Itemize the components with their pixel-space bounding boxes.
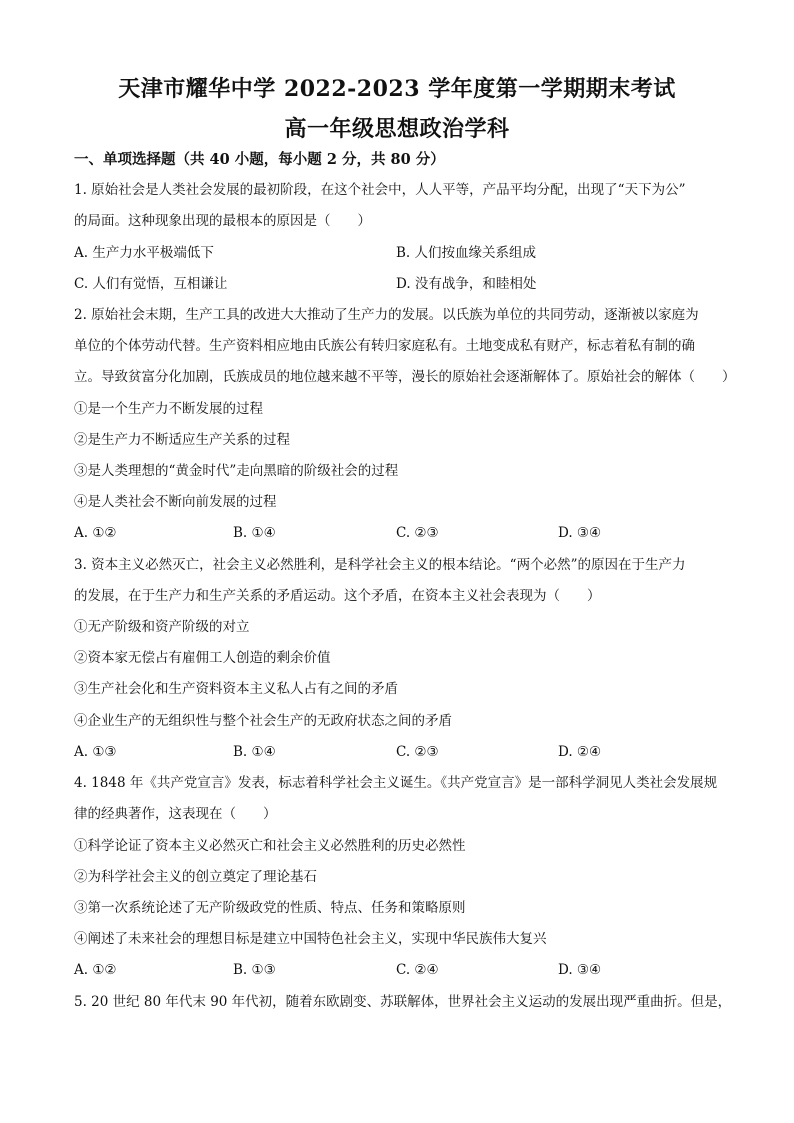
- q3-stem-line-2: 的发展，在于生产力和生产关系的矛盾运动。这个矛盾，在资本主义社会表现为（ ）: [74, 588, 601, 604]
- q1-stem-line-1: 1. 原始社会是人类社会发展的最初阶段，在这个社会中，人人平等，产品平均分配，出现了“天下为公”: [74, 182, 686, 198]
- q2-stem-line-3: 立。导致贫富分化加剧，氏族成员的地位越来越不平等，漫长的原始社会逐渐解体了。原始社会的解体（ ）: [74, 369, 736, 385]
- q4-item-4: ④阐述了未来社会的理想目标是建立中国特色社会主义，实现中华民族伟大复兴: [74, 931, 547, 947]
- q2-item-4: ④是人类社会不断向前发展的过程: [74, 494, 277, 510]
- section-heading: 一、单项选择题（共 40 小题，每小题 2 分，共 80 分）: [74, 151, 445, 168]
- q2-option-c: C. ②③: [396, 525, 439, 541]
- q1-option-c: C. 人们有觉悟，互相谦让: [74, 276, 228, 292]
- q2-option-a: A. ①②: [74, 525, 117, 541]
- q2-item-2: ②是生产力不断适应生产关系的过程: [74, 432, 290, 448]
- q3-option-c: C. ②③: [396, 744, 439, 760]
- exam-subtitle: 高一年级思想政治学科: [284, 116, 510, 142]
- q2-stem-line-2: 单位的个体劳动代替。生产资料相应地由氏族公有转归家庭私有。土地变成私有财产，标志着私有制的确: [74, 338, 695, 354]
- q3-item-4: ④企业生产的无组织性与整个社会生产的无政府状态之间的矛盾: [74, 713, 452, 729]
- q5-stem-line-1: 5. 20 世纪 80 年代末 90 年代初，随着东欧剧变、苏联解体，世界社会主义运动的发展出现严重曲折。但是，: [74, 994, 732, 1010]
- q1-stem-line-2: 的局面。这种现象出现的最根本的原因是（ ）: [74, 213, 371, 229]
- q2-stem-line-1: 2. 原始社会末期，生产工具的改进大大推动了生产力的发展。以氏族为单位的共同劳动，逐渐被以家庭为: [74, 307, 699, 323]
- q2-item-3: ③是人类理想的“黄金时代”走向黑暗的阶级社会的过程: [74, 463, 399, 479]
- q2-option-b: B. ①④: [233, 525, 276, 541]
- q4-option-d: D. ③④: [558, 962, 602, 978]
- q3-item-2: ②资本家无偿占有雇佣工人创造的剩余价值: [74, 650, 331, 666]
- q4-stem-line-1: 4. 1848 年《共产党宣言》发表，标志着科学社会主义诞生。《共产党宣言》是一部科学洞见人类社会发展规: [74, 775, 718, 791]
- q2-option-d: D. ③④: [558, 525, 602, 541]
- q1-option-d: D. 没有战争，和睦相处: [396, 276, 537, 292]
- q2-item-1: ①是一个生产力不断发展的过程: [74, 401, 263, 417]
- exam-title: 天津市耀华中学 2022-2023 学年度第一学期期末考试: [118, 76, 676, 102]
- q3-option-b: B. ①④: [233, 744, 276, 760]
- q4-item-3: ③第一次系统论述了无产阶级政党的性质、特点、任务和策略原则: [74, 900, 466, 916]
- q1-option-a: A. 生产力水平极端低下: [74, 245, 214, 261]
- q3-option-a: A. ①③: [74, 744, 117, 760]
- q3-item-1: ①无产阶级和资产阶级的对立: [74, 619, 250, 635]
- q4-option-b: B. ①③: [233, 962, 276, 978]
- q4-option-a: A. ①②: [74, 962, 117, 978]
- q4-item-2: ②为科学社会主义的创立奠定了理论基石: [74, 869, 317, 885]
- q4-item-1: ①科学论证了资本主义必然灭亡和社会主义必然胜利的历史必然性: [74, 838, 466, 854]
- q3-item-3: ③生产社会化和生产资料资本主义私人占有之间的矛盾: [74, 681, 398, 697]
- q1-option-b: B. 人们按血缘关系组成: [396, 245, 537, 261]
- q3-option-d: D. ②④: [558, 744, 602, 760]
- q4-option-c: C. ②④: [396, 962, 439, 978]
- q4-stem-line-2: 律的经典著作，这表现在（ ）: [74, 806, 277, 822]
- q3-stem-line-1: 3. 资本主义必然灭亡，社会主义必然胜利，是科学社会主义的根本结论。“两个必然”的原因在于生产力: [74, 557, 686, 573]
